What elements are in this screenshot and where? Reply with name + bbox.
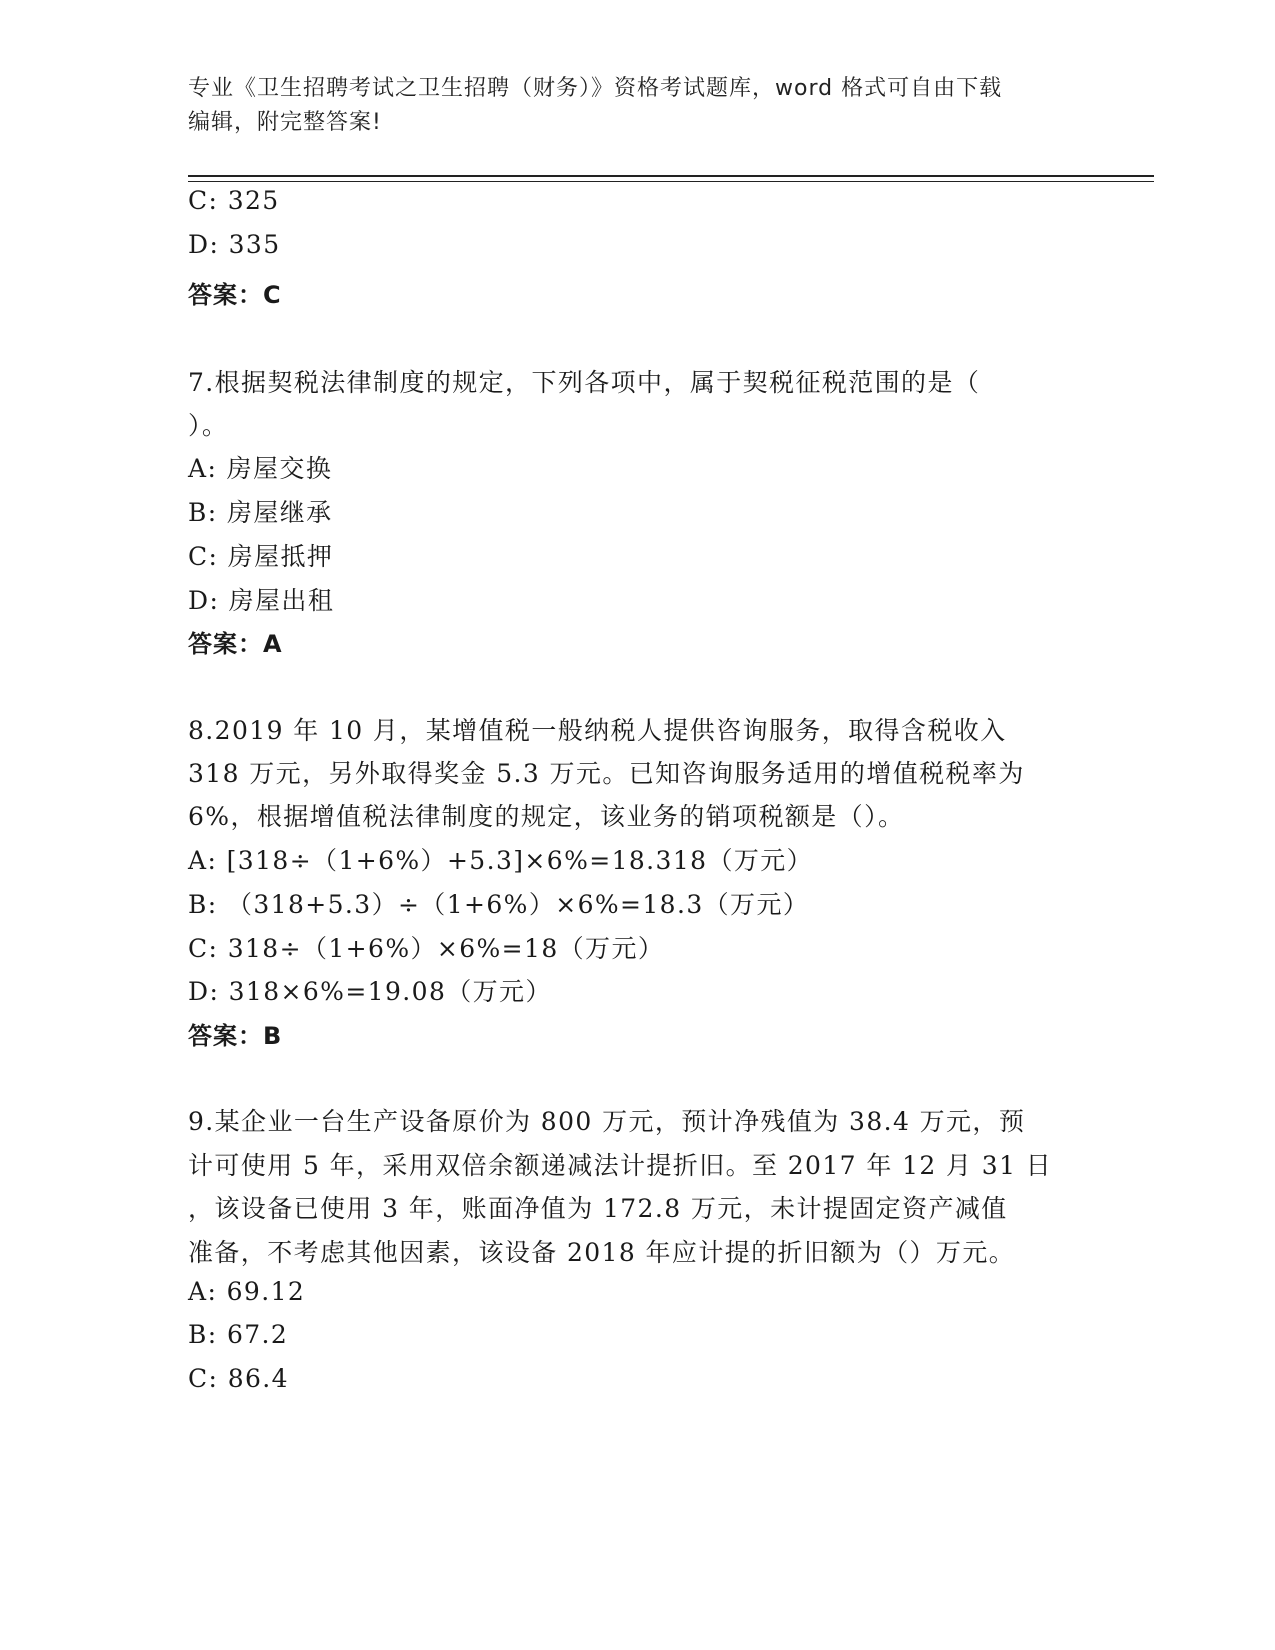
q9-stem-line-3: ，该设备已使用 3 年，账面净值为 172.8 万元，未计提固定资产减值 bbox=[188, 1194, 1008, 1223]
q8-stem-line-2: 318 万元，另外取得奖金 5.3 万元。已知咨询服务适用的增值税税率为 bbox=[188, 759, 1025, 788]
q7-stem-line-2: ）。 bbox=[188, 411, 229, 440]
q6-option-c: C: 325 bbox=[188, 186, 280, 215]
q7-option-d: D: 房屋出租 bbox=[188, 586, 335, 615]
q8-option-a: A: [318÷（1+6%）+5.3]×6%=18.318（万元） bbox=[188, 846, 814, 875]
document-header bbox=[188, 72, 1088, 140]
q7-answer: 答案：A bbox=[188, 630, 283, 658]
q6-option-d: D: 335 bbox=[188, 230, 281, 259]
q7-option-b: B: 房屋继承 bbox=[188, 498, 333, 527]
q8-answer: 答案：B bbox=[188, 1022, 283, 1050]
header-rule-thin bbox=[188, 181, 1154, 182]
q8-stem-line-3: 6%，根据增值税法律制度的规定，该业务的销项税额是（）。 bbox=[188, 802, 905, 831]
q7-stem-line-1: 7.根据契税法律制度的规定，下列各项中，属于契税征税范围的是（ bbox=[188, 368, 981, 397]
q9-option-a: A: 69.12 bbox=[188, 1277, 306, 1306]
q9-stem-line-1: 9.某企业一台生产设备原价为 800 万元，预计净残值为 38.4 万元，预 bbox=[188, 1107, 1026, 1136]
q7-option-c: C: 房屋抵押 bbox=[188, 542, 334, 571]
q8-option-b: B: （318+5.3）÷（1+6%）×6%=18.3（万元） bbox=[188, 890, 810, 919]
q8-option-c: C: 318÷（1+6%）×6%=18（万元） bbox=[188, 934, 665, 963]
header-rule-thick bbox=[188, 175, 1154, 177]
q9-option-c: C: 86.4 bbox=[188, 1364, 289, 1393]
header-line-2: 编辑，附完整答案! bbox=[188, 110, 382, 135]
q8-stem-line-1: 8.2019 年 10 月，某增值税一般纳税人提供咨询服务，取得含税收入 bbox=[188, 716, 1007, 745]
q9-stem-line-2: 计可使用 5 年，采用双倍余额递减法计提折旧。至 2017 年 12 月 31 日 bbox=[188, 1151, 1053, 1180]
q9-option-b: B: 67.2 bbox=[188, 1320, 289, 1349]
q7-option-a: A: 房屋交换 bbox=[188, 454, 333, 483]
q6-answer: 答案：C bbox=[188, 281, 282, 309]
header-line-1: 专业《卫生招聘考试之卫生招聘（财务）》资格考试题库，word 格式可自由下载 bbox=[188, 76, 1003, 101]
q8-option-d: D: 318×6%=19.08（万元） bbox=[188, 977, 552, 1006]
q9-stem-line-4: 准备，不考虑其他因素，该设备 2018 年应计提的折旧额为（）万元。 bbox=[188, 1238, 1016, 1267]
